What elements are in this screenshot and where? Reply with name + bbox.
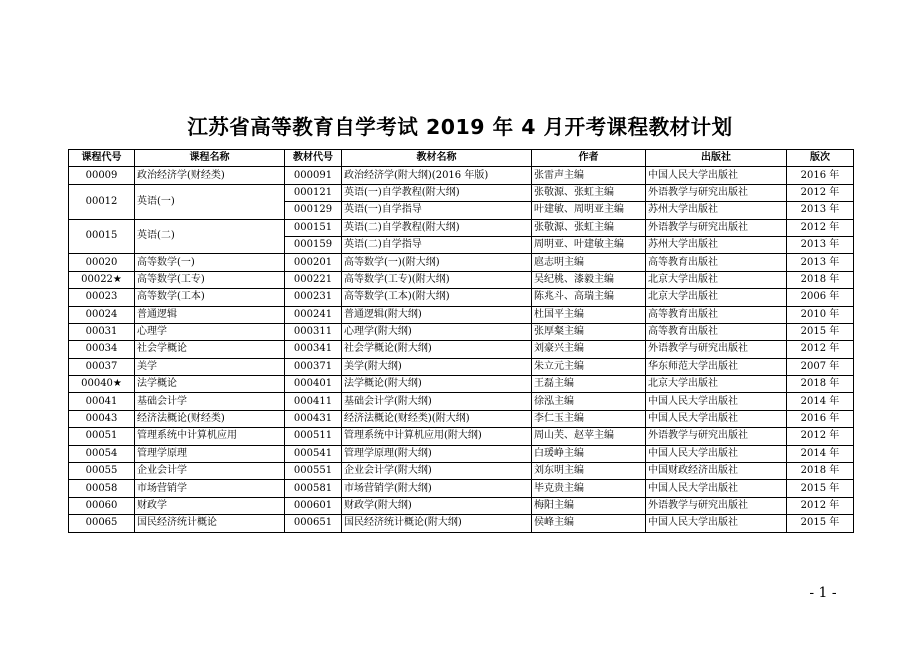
textbook-name: 美学(附大纲) xyxy=(342,358,532,375)
publisher: 中国人民大学出版社 xyxy=(646,410,787,427)
author: 张敬源、张虹主编 xyxy=(532,219,646,236)
textbook-name: 英语(一)自学指导 xyxy=(342,202,532,219)
table-row xyxy=(69,306,854,323)
textbook-name: 普通逻辑(附大纲) xyxy=(342,306,532,323)
author: 吴纪桃、漆毅主编 xyxy=(532,271,646,288)
table-row xyxy=(69,271,854,288)
table-row xyxy=(69,393,854,410)
edition: 2016 年 xyxy=(787,410,854,427)
author: 梅阳主编 xyxy=(532,497,646,514)
textbook-code: 000511 xyxy=(285,428,342,445)
textbook-plan-table xyxy=(68,149,854,533)
publisher: 中国人民大学出版社 xyxy=(646,393,787,410)
table-row xyxy=(69,358,854,375)
course-code: 00024 xyxy=(69,306,135,323)
edition: 2006 年 xyxy=(787,289,854,306)
course-code: 00037 xyxy=(69,358,135,375)
textbook-code: 000201 xyxy=(285,254,342,271)
publisher: 高等教育出版社 xyxy=(646,254,787,271)
table-row xyxy=(69,480,854,497)
header-textbook-code: 教材代号 xyxy=(285,150,342,167)
course-name: 基础会计学 xyxy=(135,393,285,410)
edition: 2007 年 xyxy=(787,358,854,375)
publisher: 华东师范大学出版社 xyxy=(646,358,787,375)
publisher: 外语教学与研究出版社 xyxy=(646,184,787,201)
textbook-name: 社会学概论(附大纲) xyxy=(342,341,532,358)
course-name: 企业会计学 xyxy=(135,463,285,480)
course-code: 00055 xyxy=(69,463,135,480)
table-row xyxy=(69,428,854,445)
textbook-code: 000541 xyxy=(285,445,342,462)
publisher: 中国人民大学出版社 xyxy=(646,480,787,497)
textbook-code: 000601 xyxy=(285,497,342,514)
textbook-code: 000371 xyxy=(285,358,342,375)
textbook-code: 000651 xyxy=(285,515,342,532)
table-row xyxy=(69,341,854,358)
course-name: 管理学原理 xyxy=(135,445,285,462)
textbook-name: 市场营销学(附大纲) xyxy=(342,480,532,497)
textbook-name: 政治经济学(附大纲)(2016 年版) xyxy=(342,167,532,184)
textbook-code: 000121 xyxy=(285,184,342,201)
textbook-name: 高等数学(一)(附大纲) xyxy=(342,254,532,271)
author: 叶建敏、周明亚主编 xyxy=(532,202,646,219)
author: 张厚粲主编 xyxy=(532,323,646,340)
author: 李仁玉主编 xyxy=(532,410,646,427)
author: 刘东明主编 xyxy=(532,463,646,480)
edition: 2018 年 xyxy=(787,463,854,480)
course-code: 00065 xyxy=(69,515,135,532)
author: 张雷声主编 xyxy=(532,167,646,184)
publisher: 北京大学出版社 xyxy=(646,289,787,306)
course-name: 政治经济学(财经类) xyxy=(135,167,285,184)
header-course-name: 课程名称 xyxy=(135,150,285,167)
textbook-code: 000431 xyxy=(285,410,342,427)
publisher: 苏州大学出版社 xyxy=(646,236,787,253)
course-name: 经济法概论(财经类) xyxy=(135,410,285,427)
edition: 2013 年 xyxy=(787,236,854,253)
textbook-code: 000341 xyxy=(285,341,342,358)
edition: 2010 年 xyxy=(787,306,854,323)
author: 杜国平主编 xyxy=(532,306,646,323)
textbook-code: 000241 xyxy=(285,306,342,323)
course-code: 00009 xyxy=(69,167,135,184)
textbook-code: 000581 xyxy=(285,480,342,497)
course-name: 社会学概论 xyxy=(135,341,285,358)
author: 王磊主编 xyxy=(532,376,646,393)
author: 侯峰主编 xyxy=(532,515,646,532)
author: 徐泓主编 xyxy=(532,393,646,410)
edition: 2012 年 xyxy=(787,219,854,236)
publisher: 中国人民大学出版社 xyxy=(646,167,787,184)
edition: 2012 年 xyxy=(787,428,854,445)
course-name: 高等数学(工本) xyxy=(135,289,285,306)
table-row xyxy=(69,184,854,201)
publisher: 苏州大学出版社 xyxy=(646,202,787,219)
course-code: 00020 xyxy=(69,254,135,271)
textbook-name: 财政学(附大纲) xyxy=(342,497,532,514)
edition: 2015 年 xyxy=(787,323,854,340)
course-code: 00051 xyxy=(69,428,135,445)
publisher: 外语教学与研究出版社 xyxy=(646,428,787,445)
edition: 2015 年 xyxy=(787,515,854,532)
textbook-code: 000151 xyxy=(285,219,342,236)
header-author: 作者 xyxy=(532,150,646,167)
publisher: 中国人民大学出版社 xyxy=(646,515,787,532)
textbook-name: 心理学(附大纲) xyxy=(342,323,532,340)
publisher: 北京大学出版社 xyxy=(646,271,787,288)
course-code: 00041 xyxy=(69,393,135,410)
publisher: 外语教学与研究出版社 xyxy=(646,219,787,236)
course-code: 00043 xyxy=(69,410,135,427)
table-row xyxy=(69,167,854,184)
textbook-name: 管理学原理(附大纲) xyxy=(342,445,532,462)
course-code: 00040★ xyxy=(69,376,135,393)
table-row xyxy=(69,254,854,271)
author: 朱立元主编 xyxy=(532,358,646,375)
course-code: 00060 xyxy=(69,497,135,514)
author: 白瑗峥主编 xyxy=(532,445,646,462)
course-name: 英语(一) xyxy=(135,184,285,219)
table-row xyxy=(69,323,854,340)
textbook-name: 英语(二)自学指导 xyxy=(342,236,532,253)
table-row xyxy=(69,463,854,480)
textbook-name: 法学概论(附大纲) xyxy=(342,376,532,393)
textbook-name: 英语(一)自学教程(附大纲) xyxy=(342,184,532,201)
edition: 2012 年 xyxy=(787,341,854,358)
course-code: 00058 xyxy=(69,480,135,497)
edition: 2013 年 xyxy=(787,254,854,271)
textbook-name: 管理系统中计算机应用(附大纲) xyxy=(342,428,532,445)
course-code: 00034 xyxy=(69,341,135,358)
table-row xyxy=(69,515,854,532)
textbook-name: 基础会计学(附大纲) xyxy=(342,393,532,410)
edition: 2018 年 xyxy=(787,376,854,393)
edition: 2013 年 xyxy=(787,202,854,219)
publisher: 外语教学与研究出版社 xyxy=(646,497,787,514)
textbook-code: 000401 xyxy=(285,376,342,393)
textbook-code: 000159 xyxy=(285,236,342,253)
course-code: 00012 xyxy=(69,184,135,219)
course-name: 美学 xyxy=(135,358,285,375)
textbook-code: 000129 xyxy=(285,202,342,219)
course-code: 00031 xyxy=(69,323,135,340)
course-code: 00054 xyxy=(69,445,135,462)
publisher: 高等教育出版社 xyxy=(646,323,787,340)
table-header-row xyxy=(69,150,854,167)
textbook-code: 000221 xyxy=(285,271,342,288)
course-code: 00022★ xyxy=(69,271,135,288)
table-row xyxy=(69,376,854,393)
author: 毕克贵主编 xyxy=(532,480,646,497)
author: 周山芙、赵苹主编 xyxy=(532,428,646,445)
textbook-name: 经济法概论(财经类)(附大纲) xyxy=(342,410,532,427)
course-name: 英语(二) xyxy=(135,219,285,254)
course-name: 高等数学(工专) xyxy=(135,271,285,288)
publisher: 高等教育出版社 xyxy=(646,306,787,323)
author: 扈志明主编 xyxy=(532,254,646,271)
header-edition: 版次 xyxy=(787,150,854,167)
publisher: 中国财政经济出版社 xyxy=(646,463,787,480)
course-code: 00023 xyxy=(69,289,135,306)
course-name: 国民经济统计概论 xyxy=(135,515,285,532)
author: 张敬源、张虹主编 xyxy=(532,184,646,201)
table-row xyxy=(69,410,854,427)
edition: 2014 年 xyxy=(787,445,854,462)
course-name: 心理学 xyxy=(135,323,285,340)
table-row xyxy=(69,497,854,514)
textbook-code: 000411 xyxy=(285,393,342,410)
textbook-name: 高等数学(工专)(附大纲) xyxy=(342,271,532,288)
table-row xyxy=(69,289,854,306)
author: 周明亚、叶建敏主编 xyxy=(532,236,646,253)
course-name: 法学概论 xyxy=(135,376,285,393)
textbook-code: 000231 xyxy=(285,289,342,306)
textbook-code: 000091 xyxy=(285,167,342,184)
course-name: 市场营销学 xyxy=(135,480,285,497)
author: 刘豪兴主编 xyxy=(532,341,646,358)
edition: 2018 年 xyxy=(787,271,854,288)
header-publisher: 出版社 xyxy=(646,150,787,167)
edition: 2015 年 xyxy=(787,480,854,497)
publisher: 外语教学与研究出版社 xyxy=(646,341,787,358)
textbook-name: 英语(二)自学教程(附大纲) xyxy=(342,219,532,236)
textbook-name: 国民经济统计概论(附大纲) xyxy=(342,515,532,532)
edition: 2012 年 xyxy=(787,497,854,514)
course-name: 管理系统中计算机应用 xyxy=(135,428,285,445)
publisher: 北京大学出版社 xyxy=(646,376,787,393)
course-code: 00015 xyxy=(69,219,135,254)
course-name: 普通逻辑 xyxy=(135,306,285,323)
textbook-code: 000311 xyxy=(285,323,342,340)
header-textbook-name: 教材名称 xyxy=(342,150,532,167)
edition: 2016 年 xyxy=(787,167,854,184)
page-number: - 1 - xyxy=(809,585,837,601)
textbook-name: 高等数学(工本)(附大纲) xyxy=(342,289,532,306)
table-row xyxy=(69,219,854,236)
textbook-code: 000551 xyxy=(285,463,342,480)
header-course-code: 课程代号 xyxy=(69,150,135,167)
edition: 2014 年 xyxy=(787,393,854,410)
publisher: 中国人民大学出版社 xyxy=(646,445,787,462)
page-title: 江苏省高等教育自学考试 2019 年 4 月开考课程教材计划 xyxy=(187,115,733,139)
course-name: 高等数学(一) xyxy=(135,254,285,271)
author: 陈兆斗、高瑞主编 xyxy=(532,289,646,306)
table-row xyxy=(69,445,854,462)
course-name: 财政学 xyxy=(135,497,285,514)
edition: 2012 年 xyxy=(787,184,854,201)
textbook-name: 企业会计学(附大纲) xyxy=(342,463,532,480)
